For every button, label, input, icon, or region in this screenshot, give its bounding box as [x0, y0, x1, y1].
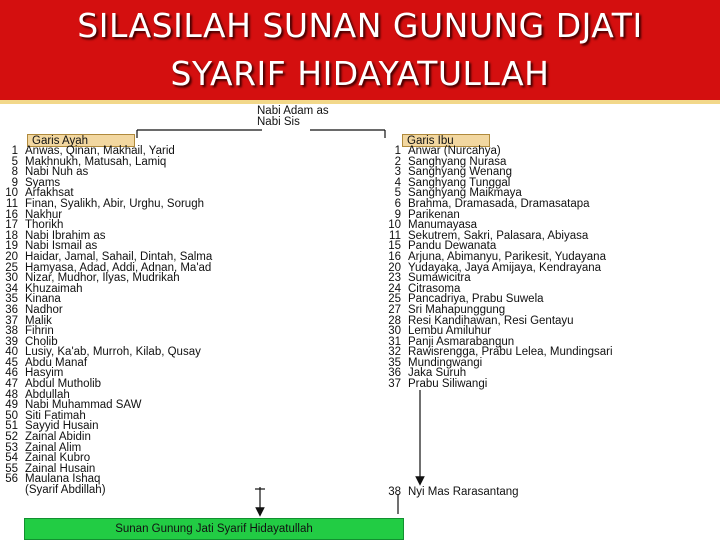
ancestor-name: Zainal Husain — [25, 462, 96, 475]
generation-number: 46 — [5, 367, 18, 380]
generation-number: 36 — [388, 367, 401, 380]
ancestor-name: Nabi Muhammad SAW — [25, 399, 142, 412]
generation-number: 28 — [388, 314, 401, 327]
generation-number: 40 — [5, 346, 18, 359]
generation-number: 55 — [5, 462, 18, 475]
ancestor-name: Sumawicitra — [408, 272, 471, 285]
generation-number: 23 — [388, 272, 401, 285]
generation-number: 11 — [389, 229, 401, 242]
generation-number: 1 — [11, 145, 18, 157]
ancestor-name: Nyi Mas Rarasantang — [408, 486, 519, 498]
generation-number: 16 — [5, 208, 18, 221]
ancestor-name: Resi Kandihawan, Resi Gentayu — [408, 314, 574, 327]
ancestor-name: Pancadriya, Prabu Suwela — [408, 293, 544, 306]
ancestor-name: Rawisrengga, Prabu Lelea, Mundingsari — [408, 346, 613, 359]
ancestor-name: Citrasoma — [408, 282, 461, 295]
ancestor-name: Sri Mahapunggung — [408, 303, 506, 316]
ancestor-name: Pandu Dewanata — [408, 240, 497, 253]
generation-number: 5 — [394, 187, 401, 200]
generation-number: 19 — [5, 240, 18, 253]
ancestor-name: Siti Fatimah — [25, 409, 86, 422]
ancestor-name: Prabu Siliwangi — [408, 378, 488, 391]
father-lineage-list — [2, 146, 212, 496]
generation-number: 56 — [5, 473, 18, 486]
ancestor-name: Zainal Kubro — [25, 452, 91, 465]
ancestor-name: Jaka Suruh — [408, 367, 467, 380]
ancestor-name: Nabi Ismail as — [25, 240, 98, 253]
generation-number: 37 — [388, 378, 401, 391]
list-item — [2, 252, 212, 263]
ancestor-name: Yudayaka, Jaya Amijaya, Kendrayana — [408, 261, 602, 274]
ancestor-name: Khuzaimah — [25, 282, 83, 295]
generation-number: 27 — [388, 303, 401, 316]
list-item — [2, 305, 212, 316]
ancestor-name: Sayyid Husain — [25, 420, 99, 433]
generation-number: 24 — [388, 282, 401, 295]
ancestor-name: Thorikh — [25, 219, 64, 232]
ancestor-name: Lusiy, Ka'ab, Murroh, Kilab, Qusay — [25, 346, 201, 359]
generation-number: 37 — [5, 314, 18, 327]
ancestor-name: Abdul Mutholib — [25, 378, 102, 391]
ancestor-name: Arfakhsat — [25, 187, 74, 200]
generation-number: 20 — [5, 250, 18, 263]
list-item — [385, 252, 613, 263]
generation-number: 25 — [5, 261, 18, 274]
generation-number: 35 — [5, 293, 18, 306]
descendant-box: Sunan Gunung Jati Syarif Hidayatullah — [24, 518, 404, 540]
mother-lineage-list — [385, 146, 613, 390]
generation-number — [2, 485, 25, 496]
root-name-1: Nabi Adam as — [257, 105, 329, 117]
generation-number: 11 — [6, 197, 18, 210]
ancestor-name: Kinana — [25, 293, 61, 306]
generation-number: 10 — [5, 187, 18, 200]
generation-number: 20 — [388, 261, 401, 274]
header-garis-ibu: Garis Ibu — [402, 134, 490, 147]
ancestor-name: Nabi Ibrahim as — [25, 229, 106, 242]
genealogy-diagram — [0, 104, 720, 540]
generation-number: 1 — [394, 145, 401, 157]
generation-number: 38 — [5, 325, 18, 338]
ancestor-name: Anwas, Qinan, Makhail, Yarid — [25, 145, 175, 157]
ancestor-name: Abdullah — [25, 388, 70, 401]
title-line-1: SILASILAH SUNAN GUNUNG DJATI — [77, 6, 643, 45]
generation-number: 17 — [5, 219, 18, 232]
ancestor-name: Mundingwangi — [408, 356, 483, 369]
generation-number: 30 — [388, 325, 401, 338]
ancestor-name: Manumayasa — [408, 219, 478, 232]
generation-number: 50 — [5, 409, 18, 422]
generation-number: 52 — [5, 431, 18, 444]
ancestor-name: (Syarif Abdillah) — [25, 484, 106, 496]
header-garis-ayah: Garis Ayah — [27, 134, 135, 147]
ancestor-name: Nizar, Mudhor, Ilyas, Mudrikah — [25, 272, 180, 285]
ancestor-name: Nadhor — [25, 303, 63, 316]
ancestor-name: Syams — [25, 176, 61, 189]
list-item — [385, 199, 613, 210]
list-item — [385, 305, 613, 316]
generation-number: 6 — [394, 197, 401, 210]
ancestor-name: Nabi Nuh as — [25, 166, 89, 179]
generation-number: 30 — [5, 272, 18, 285]
generation-number: 3 — [394, 166, 401, 179]
ancestor-name: Lembu Amiluhur — [408, 325, 492, 338]
ancestor-name: Maulana Ishaq — [25, 473, 101, 486]
generation-number: 53 — [5, 441, 18, 454]
generation-number: 8 — [11, 166, 18, 179]
list-item — [385, 487, 519, 498]
generation-number: 32 — [388, 346, 401, 359]
generation-number: 18 — [5, 229, 18, 242]
generation-number: 34 — [5, 282, 18, 295]
ancestor-name: Hasyim — [25, 367, 64, 380]
ancestor-name: Finan, Syalikh, Abir, Urghu, Sorugh — [25, 197, 204, 210]
generation-number: 25 — [388, 293, 401, 306]
generation-number: 9 — [394, 208, 401, 221]
root-name-2: Nabi Sis — [257, 116, 300, 128]
generation-number: 4 — [394, 176, 401, 189]
ancestor-name: Sanghyang Wenang — [408, 166, 513, 179]
ancestor-name: Nakhur — [25, 208, 63, 221]
list-item — [2, 199, 212, 210]
title-banner — [0, 0, 720, 104]
list-item — [2, 146, 212, 157]
generation-number: 51 — [5, 420, 18, 433]
list-item — [385, 379, 613, 390]
ancestor-name: Panji Asmarabangun — [408, 335, 515, 348]
ancestor-name: Sanghyang Nurasa — [408, 155, 507, 168]
generation-number: 49 — [5, 399, 18, 412]
generation-number: 16 — [388, 250, 401, 263]
list-item — [385, 146, 613, 157]
ancestor-name: Zainal Alim — [25, 441, 82, 454]
ancestor-name: Makhnukh, Matusah, Lamiq — [25, 155, 167, 168]
ancestor-name: Brahma, Dramasada, Dramasatapa — [408, 197, 590, 210]
generation-number: 38 — [388, 486, 401, 498]
generation-number: 9 — [11, 176, 18, 189]
generation-number: 2 — [394, 155, 401, 168]
ancestor-name: Haidar, Jamal, Sahail, Dintah, Salma — [25, 250, 213, 263]
generation-number: 5 — [11, 155, 18, 168]
generation-number: 48 — [5, 388, 18, 401]
ancestor-name: Arjuna, Abimanyu, Parikesit, Yudayana — [408, 250, 606, 263]
ancestor-name: Cholib — [25, 335, 58, 348]
ancestor-name: Hamyasa, Adad, Addi, Adnan, Ma'ad — [25, 261, 212, 274]
generation-number: 45 — [5, 356, 18, 369]
ancestor-name: Sanghyang Maikmaya — [408, 187, 522, 200]
ancestor-name: Parikenan — [408, 208, 460, 221]
list-item — [2, 485, 212, 496]
root-ancestors — [257, 106, 329, 128]
generation-number: 31 — [388, 335, 401, 348]
ancestor-name: Sekutrem, Sakri, Palasara, Abiyasa — [408, 229, 589, 242]
ancestor-name: Sanghyang Tunggal — [408, 176, 511, 189]
generation-number: 39 — [5, 335, 18, 348]
generation-number: 10 — [388, 219, 401, 232]
generation-number: 15 — [388, 240, 401, 253]
mother-lineage-final — [385, 487, 519, 498]
generation-number: 47 — [5, 378, 18, 391]
generation-number: 35 — [388, 356, 401, 369]
generation-number: 36 — [5, 303, 18, 316]
ancestor-name: Anwar (Nurcahya) — [408, 145, 501, 157]
title-line-2: SYARIF HIDAYATULLAH — [170, 54, 550, 93]
generation-number: 54 — [5, 452, 18, 465]
ancestor-name: Fihrin — [25, 325, 54, 338]
ancestor-name: Abdu Manaf — [25, 356, 88, 369]
ancestor-name: Malik — [25, 314, 52, 327]
ancestor-name: Zainal Abidin — [25, 431, 91, 444]
